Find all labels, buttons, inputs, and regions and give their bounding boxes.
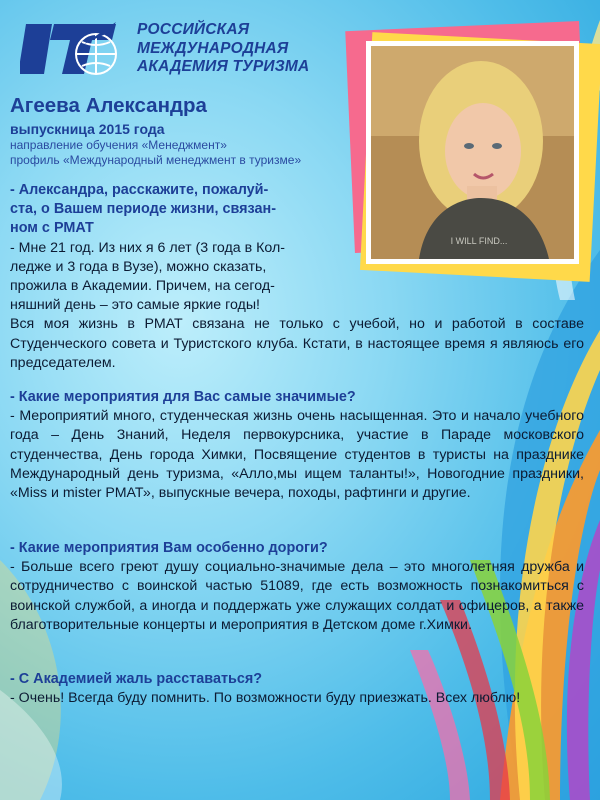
- answer-text: - Очень! Всегда буду помнить. По возможности буду приезжать. Всех люблю!: [10, 690, 521, 707]
- question-line: - Александра, расскажите, пожалуй-: [10, 182, 269, 198]
- logo-text: [137, 21, 347, 77]
- answer-line: - Мне 21 год. Из них я 6 лет (3 года в Кол-: [10, 239, 285, 256]
- qa-narrow-column: [10, 181, 306, 315]
- qa-block-2: [10, 388, 584, 503]
- graduate-year: выпускница 2015 года: [10, 121, 165, 137]
- answer-line: няшний день – это самые яркие годы!: [10, 297, 260, 314]
- answer-line: ледже и 3 года в Вузе), можно сказать,: [10, 258, 267, 275]
- person-meta: [10, 120, 301, 168]
- question-text: - Какие мероприятия для Вас самые значимые?: [10, 389, 356, 405]
- qa-block-4: [10, 670, 584, 708]
- qa-block-1: [10, 181, 584, 373]
- answer-text: Вся моя жизнь в РМАТ связана не только с учебой, но и работой в составе Студенческого совета и Туристского клуба. Кстати, в настоящее время я являюсь его председателем.: [10, 316, 584, 371]
- logo-line: АКАДЕМИЯ ТУРИЗМА: [137, 58, 310, 75]
- question-text: - С Академией жаль расставаться?: [10, 671, 263, 687]
- header: [20, 18, 340, 88]
- shirt-text: I WILL FIND...: [450, 236, 508, 246]
- answer-text: - Больше всего греют душу социально-значимые дела – это многолетняя дружба и сотрудничество с воинской частью 51089, где есть возможность познакомиться с воинской службой, а иногда и поддержать уже служащих солдат и офицеров, а также благотворительные концерты и мероприятия в Детском доме г.Химки.: [10, 559, 584, 633]
- question-text: - Какие мероприятия Вам особенно дороги?: [10, 540, 328, 556]
- study-direction: направление обучения «Менеджмент»: [10, 138, 227, 152]
- logo-line: РОССИЙСКАЯ: [137, 21, 250, 38]
- person-name: Агеева Александра: [10, 94, 207, 117]
- question-line: ста, о Вашем периоде жизни, связан-: [10, 201, 277, 218]
- answer-text: - Мероприятий много, студенческая жизнь очень насыщенная. Это и начало учебного года – День Знаний, Неделя первокурсника, участие в Параде московского студенчества, День города Химки, Посвящение студентов в туристы на празднике Международный день туризма, «Алло,мы ищем таланты!», Новогодние праздники, «Miss и mister РМАТ», выпускные вечера, походы, рафтинги и другие.: [10, 408, 584, 502]
- qa-block-3: [10, 539, 584, 635]
- answer-line: прожила в Академии. Причем, на сегод-: [10, 278, 275, 295]
- study-profile: профиль «Международный менеджмент в туризме»: [10, 153, 302, 167]
- academy-logo-icon: [20, 18, 128, 80]
- logo-line: МЕЖДУНАРОДНАЯ: [137, 39, 289, 57]
- question-line: ном с РМАТ: [10, 220, 94, 237]
